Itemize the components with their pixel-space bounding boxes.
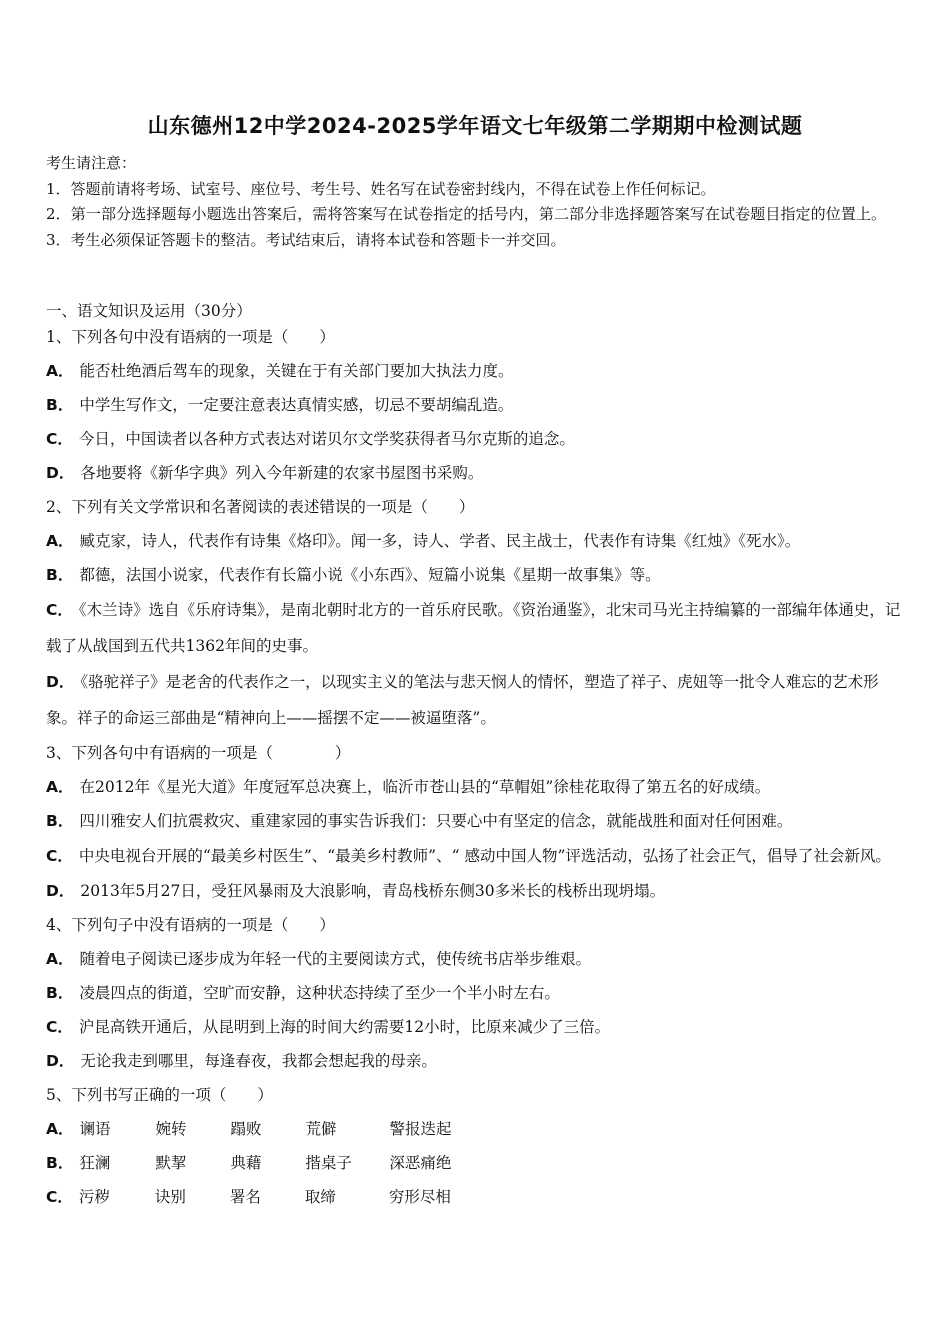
option-row <box>46 456 908 490</box>
option-label: C． <box>46 1188 73 1206</box>
option-label: D． <box>46 1052 75 1070</box>
option-text: 今日，中国读者以各种方式表达对诺贝尔文学奖获得者马尔克斯的追念。 <box>78 430 575 448</box>
option-row <box>46 1112 908 1146</box>
question-stem: 1、下列各句中没有语病的一项是（ ） <box>46 328 335 346</box>
option-text: 都德，法国小说家，代表作有长篇小说《小东西》、短篇小说集《星期一故事集》等。 <box>79 566 661 584</box>
option-text: 中学生写作文，一定要注意表达真情实感，切忌不要胡编乱造。 <box>79 396 514 414</box>
option-text: 臧克家，诗人，代表作有诗集《烙印》。闻一多，诗人、学者、民主战士，代表作有诗集《红烛》《死水》。 <box>79 532 801 550</box>
option-text: 随着电子阅读已逐步成为年轻一代的主要阅读方式，使传统书店举步维艰。 <box>79 950 592 968</box>
option-label: A． <box>46 532 74 550</box>
question-stem: 4、下列句子中没有语病的一项是（ ） <box>46 916 335 934</box>
option-row <box>46 976 908 1010</box>
option-label: D． <box>46 882 75 900</box>
option-row <box>46 1044 908 1078</box>
word: 蹋败 <box>230 1120 262 1138</box>
option-label: B． <box>46 1154 74 1172</box>
option-row <box>46 804 908 838</box>
notice-item: 1．答题前请将考场、试室号、座位号、考生号、姓名写在试卷密封线内，不得在试卷上作任何标记。 <box>46 180 716 198</box>
option-label: D． <box>46 464 75 482</box>
word: 狂澜 <box>79 1154 111 1172</box>
option-text: 在2012年《星光大道》年度冠军总决赛上，临沂市苍山县的“草帽姐”徐桂花取得了第五名的好成绩。 <box>79 778 771 796</box>
option-label: A． <box>46 362 74 380</box>
option-text: 各地要将《新华字典》列入今年新建的农家书屋图书采购。 <box>80 464 484 482</box>
question-stem: 5、下列书写正确的一项（ ） <box>46 1086 273 1104</box>
word: 穷形尽相 <box>388 1188 451 1206</box>
option-row <box>46 770 908 804</box>
word: 署名 <box>229 1188 261 1206</box>
option-label: B． <box>46 396 74 414</box>
notice-heading: 考生请注意： <box>46 154 137 172</box>
option-row <box>46 1146 908 1180</box>
option-label: C． <box>46 601 73 619</box>
notice-block <box>46 150 908 253</box>
option-row <box>46 942 908 976</box>
option-text: 四川雅安人们抗震救灾、重建家园的事实告诉我们：只要心中有坚定的信念，就能战胜和面对任何困难。 <box>79 812 793 830</box>
option-row <box>46 388 908 422</box>
option-row <box>46 664 908 736</box>
option-text: 中央电视台开展的“最美乡村医生”、“最美乡村教师”、“ 感动中国人物”评选活动，弘扬了社会正气，倡导了社会新风。 <box>78 847 891 865</box>
option-text: 凌晨四点的街道，空旷而安静，这种状态持续了至少一个半小时左右。 <box>79 984 560 1002</box>
option-row <box>46 354 908 388</box>
option-text: 无论我走到哪里，每逢春夜，我都会想起我的母亲。 <box>80 1052 437 1070</box>
questions <box>46 298 908 1214</box>
word: 典藉 <box>230 1154 262 1172</box>
word: 揩桌子 <box>305 1154 352 1172</box>
option-label: B． <box>46 984 74 1002</box>
option-text: 能否杜绝酒后驾车的现象，关键在于有关部门要加大执法力度。 <box>79 362 514 380</box>
option-label: A． <box>46 778 74 796</box>
option-text: 《木兰诗》选自《乐府诗集》，是南北朝时北方的一首乐府民歌。《资治通鉴》，北宋司马光主持编纂的一部编年体通史，记载了从战国到五代共1362年间的史事。 <box>46 601 901 655</box>
question-stem: 2、下列有关文学常识和名著阅读的表述错误的一项是（ ） <box>46 498 475 516</box>
option-row <box>46 592 908 664</box>
option-label: C． <box>46 1018 73 1036</box>
word: 警报迭起 <box>389 1120 452 1138</box>
option-label: B． <box>46 566 74 584</box>
notice-item: 3．考生必须保证答题卡的整洁。考试结束后，请将本试卷和答题卡一并交回。 <box>46 231 566 249</box>
option-label: C． <box>46 847 73 865</box>
option-row <box>46 558 908 592</box>
option-row <box>46 874 908 908</box>
option-row <box>46 422 908 456</box>
notice-item: 2．第一部分选择题每小题选出答案后，需将答案写在试卷指定的括号内，第二部分非选择题答案写在试卷题目指定的位置上。 <box>46 205 887 223</box>
option-row <box>46 838 908 874</box>
option-label: A． <box>46 950 74 968</box>
page-title: 山东德州12中学2024-2025学年语文七年级第二学期期中检测试题 <box>147 114 803 138</box>
section-heading: 一、语文知识及运用（30分） <box>46 302 252 320</box>
option-text: 沪昆高铁开通后，从昆明到上海的时间大约需要12小时，比原来减少了三倍。 <box>78 1018 611 1036</box>
word: 谰语 <box>79 1120 111 1138</box>
word: 污秽 <box>78 1188 110 1206</box>
option-row <box>46 1180 908 1214</box>
option-label: B． <box>46 812 74 830</box>
option-label: A． <box>46 1120 74 1138</box>
word: 取缔 <box>304 1188 336 1206</box>
word: 诀别 <box>154 1188 186 1206</box>
option-row <box>46 524 908 558</box>
option-label: D． <box>46 673 75 691</box>
option-label: C． <box>46 430 73 448</box>
question-stem: 3、下列各句中有语病的一项是（ ） <box>46 744 351 762</box>
option-row <box>46 1010 908 1044</box>
option-text: 《骆驼祥子》是老舍的代表作之一，以现实主义的笔法与悲天悯人的情怀，塑造了祥子、虎妞等一批令人难忘的艺术形象。祥子的命运三部曲是“精神向上——摇摆不定——被逼堕落”。 <box>46 673 879 727</box>
option-text: 2013年5月27日，受狂风暴雨及大浪影响，青岛栈桥东侧30多米长的栈桥出现坍塌。 <box>80 882 666 900</box>
word: 深恶痛绝 <box>389 1154 452 1172</box>
word: 默挈 <box>155 1154 187 1172</box>
word: 荒僻 <box>305 1120 337 1138</box>
word: 婉转 <box>155 1120 187 1138</box>
